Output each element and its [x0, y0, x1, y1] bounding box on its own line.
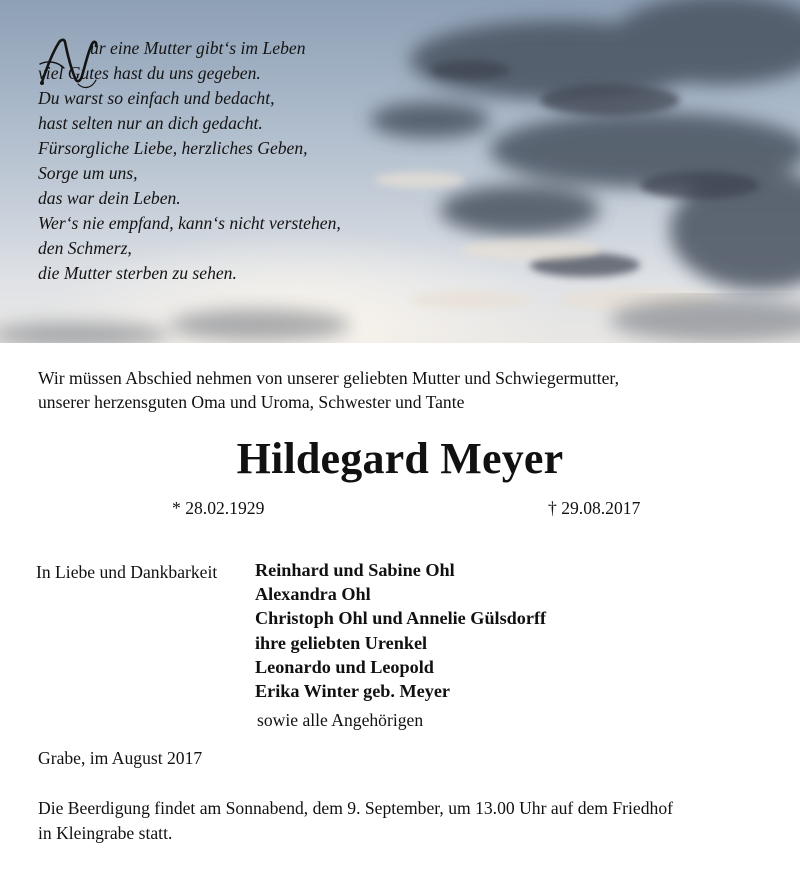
deceased-name: Hildegard Meyer [236, 434, 564, 483]
place-date: Grabe, im August 2017 [38, 748, 203, 768]
poem-line: Du warst so einfach und bedacht, [38, 88, 275, 108]
poem-line: hast selten nur an dich gedacht. [38, 113, 263, 133]
poem-line: Sorge um uns, [38, 163, 138, 183]
funeral-line: in Kleingrabe statt. [38, 822, 173, 843]
poem-line: Wer‘s nie empfand, kann‘s nicht verstehen, [38, 213, 341, 233]
mourner-name: Leonardo und Leopold [255, 656, 434, 677]
birth-date: * 28.02.1929 [172, 498, 265, 518]
poem [38, 36, 341, 286]
poem-line: viel Gutes hast du uns gegeben. [38, 63, 261, 83]
funeral-line: Die Beerdigung findet am Sonnabend, dem 9. September, um 13.00 Uhr auf dem Friedhof [38, 798, 673, 818]
poem-line: den Schmerz, [38, 238, 132, 258]
death-date: † 29.08.2017 [548, 498, 641, 518]
mourners-intro: In Liebe und Dankbarkeit [36, 562, 218, 582]
mourner-name: ihre geliebten Urenkel [255, 632, 428, 653]
mourner-name: Christoph Ohl und Annelie Gülsdorff [255, 608, 547, 629]
other-relatives: sowie alle Angehörigen [257, 710, 424, 730]
funeral-info [38, 796, 673, 845]
mourner-name: Erika Winter geb. Meyer [255, 681, 450, 702]
mourner-name: Alexandra Ohl [255, 584, 371, 605]
poem-line: Fürsorgliche Liebe, herzliches Geben, [38, 138, 308, 158]
mourner-name: Reinhard und Sabine Ohl [255, 560, 455, 580]
sky-header-image [0, 0, 800, 343]
intro-text [38, 366, 619, 414]
poem-line: die Mutter sterben zu sehen. [38, 263, 237, 283]
intro-line: Wir müssen Abschied nehmen von unserer geliebten Mutter und Schwiegermutter, [38, 368, 619, 388]
poem-line: ur eine Mutter gibt‘s im Leben [90, 38, 306, 58]
mourners-list [255, 558, 546, 703]
intro-line: unserer herzensguten Oma und Uroma, Schwester und Tante [38, 392, 465, 412]
poem-line: das war dein Leben. [38, 188, 181, 208]
